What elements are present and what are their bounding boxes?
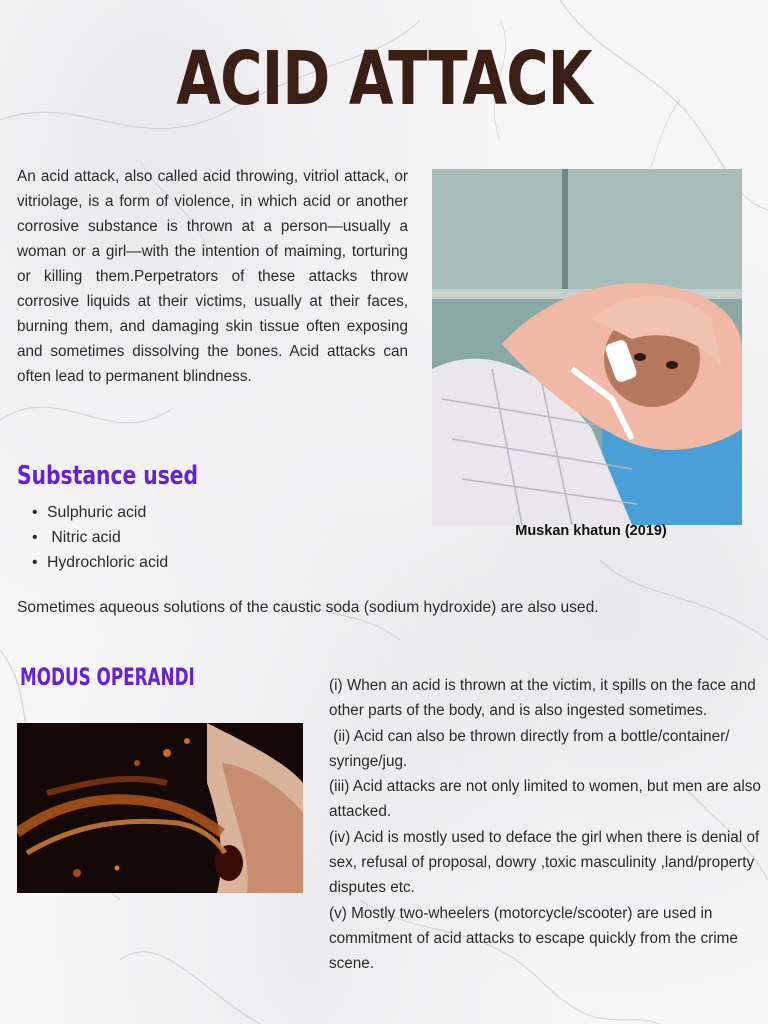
- victim-photo: [432, 169, 742, 525]
- modus-point: (i) When an acid is thrown at the victim, it spills on the face and other parts of the body, and is also ingested sometimes.: [329, 677, 756, 720]
- list-item: • Nitric acid: [47, 525, 168, 550]
- substance-list: [47, 500, 168, 575]
- list-item: • Hydrochloric acid: [47, 550, 168, 575]
- page-title: ACID ATTACK: [176, 36, 592, 122]
- modus-heading: MODUS OPERANDI: [20, 663, 195, 691]
- substance-heading: Substance used: [17, 461, 199, 491]
- modus-point: (iii) Acid attacks are not only limited to women, but men are also attacked.: [329, 778, 761, 821]
- acid-splash-illustration: [17, 723, 303, 893]
- modus-point: (iv) Acid is mostly used to deface the girl when there is denial of sex, refusal of proposal, dowry ,toxic masculinity ,land/property disputes etc.: [329, 828, 760, 897]
- modus-point: (v) Mostly two-wheelers (motorcycle/scooter) are used in commitment of acid attacks to escape quickly from the crime scene.: [329, 904, 738, 973]
- intro-paragraph: An acid attack, also called acid throwing, vitriol attack, or vitriolage, is a form of violence, in which acid or another corrosive substance is thrown at a person—usually a woman or a girl—with the intention of maiming, torturing or killing them.Perpetrators of these attacks throw corrosive liquids at their victims, usually at their faces, burning them, and damaging skin tissue often exposing and sometimes dissolving the bones. Acid attacks can often lead to permanent blindness.: [17, 168, 408, 385]
- victim-photo-illustration: [432, 169, 742, 525]
- acid-splash-image: [17, 723, 303, 893]
- caustic-soda-note: Sometimes aqueous solutions of the caustic soda (sodium hydroxide) are also used.: [17, 599, 599, 616]
- photo-caption: Muskan khatun (2019): [515, 523, 667, 539]
- modus-operandi-text: [329, 673, 765, 977]
- list-item: • Sulphuric acid: [47, 500, 168, 525]
- modus-point: (ii) Acid can also be thrown directly from a bottle/container/ syringe/jug.: [329, 727, 734, 770]
